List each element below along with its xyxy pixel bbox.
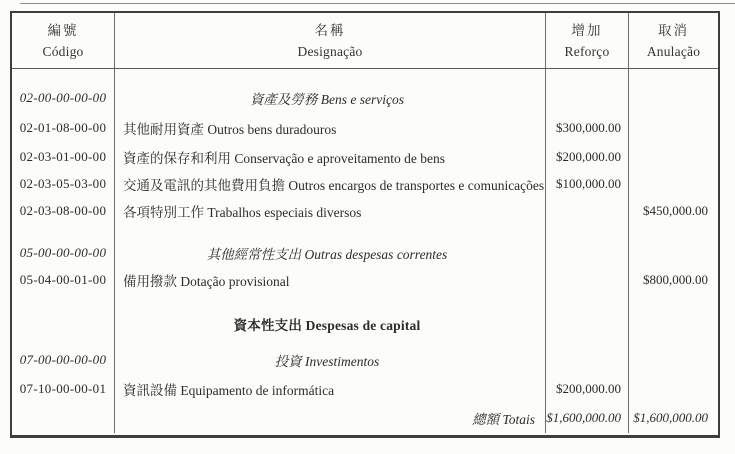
reforco-cell [546,83,629,113]
designation-cell: 資本性支出 Despesas de capital [115,310,546,338]
anulacao-cell [629,170,718,197]
designation-cell: 各項特別工作 Trabalhos especiais diversos [115,197,546,224]
designation-cell: 資產的保存和利用 Conservação e aproveitamento de bens [115,143,546,170]
reforco-cell [546,224,629,239]
code-cell: 02-00-00-00-00 [12,83,115,113]
anulacao-cell [629,143,718,170]
spacer-row [12,292,718,310]
anulacao-cell [629,374,718,403]
code-cell: 05-00-00-00-00 [12,239,115,267]
header-code-pt: Código [42,43,84,59]
designation-cell: 交通及電訊的其他費用負擔 Outros encargos de transportes e comunicações [115,170,546,197]
code-cell [12,69,115,83]
anulacao-cell [629,224,718,239]
anulacao-cell [629,239,718,267]
header-designation-pt: Designação [297,43,363,59]
anulacao-cell [629,292,718,310]
reforco-cell [546,346,629,374]
reforco-cell [546,239,629,267]
table-row [12,83,718,113]
header-designation-zh: 名稱 [314,22,346,38]
code-cell: 07-00-00-00-00 [12,346,115,374]
designation-cell: 其他經常性支出 Outras despesas correntes [115,239,546,267]
code-cell [12,224,115,239]
table-row [12,197,718,224]
designation-cell: 投資 Investimentos [115,346,546,374]
reforco-cell: $200,000.00 [546,374,629,403]
spacer-row [12,69,718,83]
table-row [12,239,718,267]
header-cancellation-zh: 取消 [658,22,689,38]
code-cell: 05-04-00-01-00 [12,267,115,292]
code-cell [12,292,115,310]
code-cell [12,310,115,338]
code-cell [12,403,115,433]
reforco-cell [546,292,629,310]
designation-cell [115,292,546,310]
table-row [12,170,718,197]
budget-amendment-table [10,11,720,438]
table-header [12,13,718,69]
anulacao-cell [629,83,718,113]
designation-cell: 總額 Totais [115,403,546,433]
reforco-cell [546,310,629,338]
code-cell [12,338,115,346]
reforco-cell [546,197,629,224]
anulacao-cell: $800,000.00 [643,271,708,287]
designation-cell: 資產及勞務 Bens e serviços [115,83,546,113]
table-row [12,113,718,143]
anulacao-cell [629,69,718,83]
anulacao-cell [629,113,718,143]
code-cell: 07-10-00-00-01 [12,374,115,403]
spacer-row [12,338,718,346]
code-cell: 02-03-01-00-00 [12,143,115,170]
table-row [12,143,718,170]
designation-cell [115,69,546,83]
reforco-cell: $100,000.00 [546,170,629,197]
reforco-cell [546,267,629,292]
code-cell: 02-01-08-00-00 [12,113,115,143]
anulacao-cell [629,310,718,338]
code-cell: 02-03-08-00-00 [12,197,115,224]
designation-cell [115,338,546,346]
header-increase-zh: 增加 [571,22,603,38]
header-code-zh: 編號 [47,22,79,38]
header-code-column [12,13,115,68]
header-cancellation-pt: Anulação [646,43,701,59]
code-cell: 02-03-05-03-00 [12,170,115,197]
reforco-cell: $1,600,000.00 [546,403,629,433]
table-body [12,69,718,435]
table-row [12,267,718,292]
header-increase-pt: Reforço [564,43,610,59]
designation-cell [115,224,546,239]
designation-cell: 資訊設備 Equipamento de informática [115,374,546,403]
reforco-cell [546,69,629,83]
table-row [12,374,718,403]
anulacao-cell [629,338,718,346]
designation-cell: 備用撥款 Dotação provisional [115,267,546,292]
anulacao-cell: $1,600,000.00 [633,410,708,425]
reforco-cell [546,338,629,346]
table-row [12,346,718,374]
reforco-cell: $200,000.00 [546,143,629,170]
reforco-cell: $300,000.00 [546,113,629,143]
spacer-row [12,224,718,239]
header-designation-column [115,13,546,68]
header-increase-column [546,13,629,68]
anulacao-cell: $450,000.00 [643,202,708,218]
table-row [12,310,718,338]
anulacao-cell [629,346,718,374]
header-cancellation-column [629,13,718,68]
designation-cell: 其他耐用資產 Outros bens duradouros [115,113,546,143]
table-row [12,403,718,433]
page-top-rule [20,3,735,4]
